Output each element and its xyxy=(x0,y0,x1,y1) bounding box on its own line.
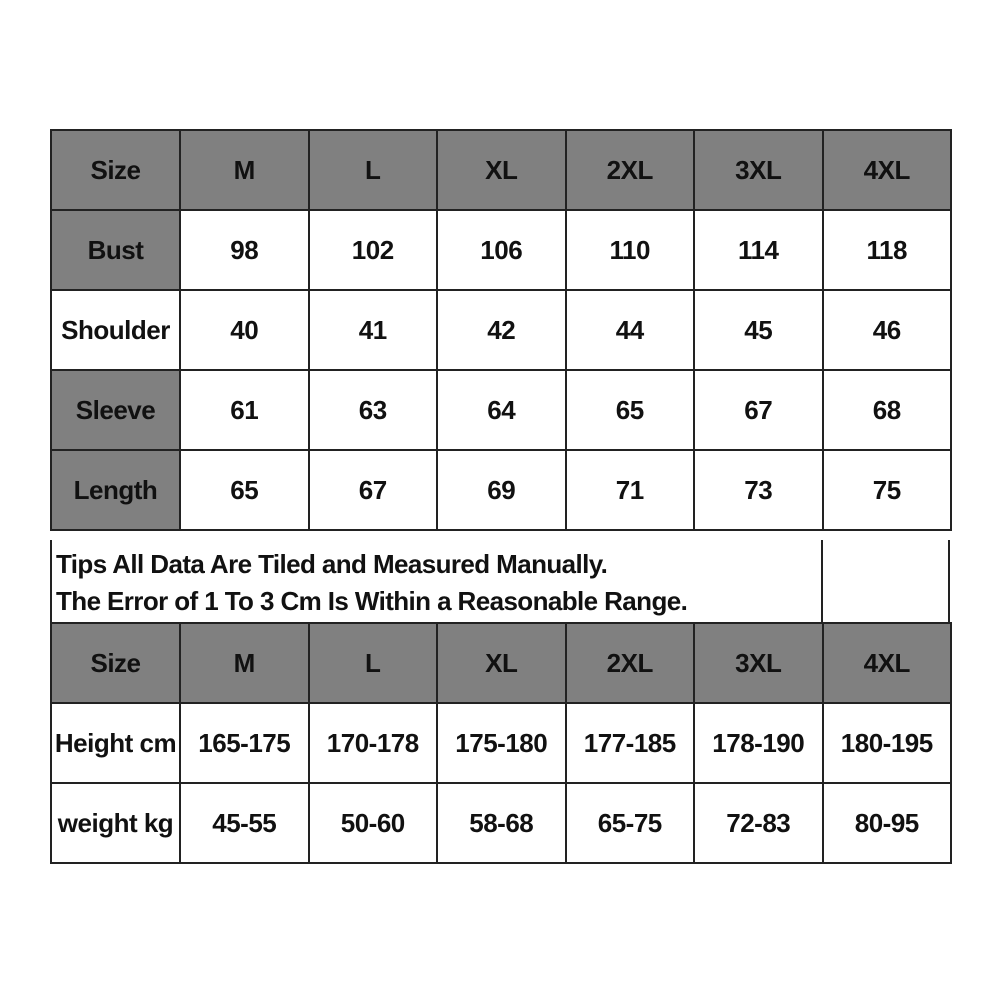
table-cell: 98 xyxy=(180,210,309,290)
table-cell: 175-180 xyxy=(437,703,566,783)
table-cell: 180-195 xyxy=(823,703,952,783)
header-size-l: L xyxy=(309,623,438,703)
row-label-length: Length xyxy=(51,450,180,530)
header-size-4xl: 4XL xyxy=(823,130,952,210)
table-cell: 118 xyxy=(823,210,952,290)
header-size-3xl: 3XL xyxy=(694,623,823,703)
table-cell: 165-175 xyxy=(180,703,309,783)
header-size-2xl: 2XL xyxy=(566,623,695,703)
table-cell: 178-190 xyxy=(694,703,823,783)
table-cell: 106 xyxy=(437,210,566,290)
table-cell: 44 xyxy=(566,290,695,370)
table-cell: 68 xyxy=(823,370,952,450)
table-cell: 50-60 xyxy=(309,783,438,863)
row-label-sleeve: Sleeve xyxy=(51,370,180,450)
table-row xyxy=(51,210,951,290)
table-cell: 110 xyxy=(566,210,695,290)
table-cell: 177-185 xyxy=(566,703,695,783)
table-cell: 71 xyxy=(566,450,695,530)
table-cell: 170-178 xyxy=(309,703,438,783)
table-cell: 46 xyxy=(823,290,952,370)
header-size-m: M xyxy=(180,130,309,210)
table-cell: 72-83 xyxy=(694,783,823,863)
table-cell: 73 xyxy=(694,450,823,530)
table-row xyxy=(51,450,951,530)
header-size-m: M xyxy=(180,623,309,703)
table-cell: 58-68 xyxy=(437,783,566,863)
header-size-l: L xyxy=(309,130,438,210)
tips-line-1: Tips All Data Are Tiled and Measured Manually. xyxy=(56,549,608,579)
tips-divider xyxy=(821,540,823,622)
table-cell: 69 xyxy=(437,450,566,530)
table-cell: 102 xyxy=(309,210,438,290)
table-cell: 63 xyxy=(309,370,438,450)
row-label-height: Height cm xyxy=(51,703,180,783)
table-cell: 67 xyxy=(694,370,823,450)
size-chart xyxy=(50,129,950,871)
table-row xyxy=(51,370,951,450)
header-size-4xl: 4XL xyxy=(823,623,952,703)
header-size-3xl: 3XL xyxy=(694,130,823,210)
row-label-bust: Bust xyxy=(51,210,180,290)
header-size-2xl: 2XL xyxy=(566,130,695,210)
table-row xyxy=(51,290,951,370)
table-cell: 80-95 xyxy=(823,783,952,863)
table-cell: 65 xyxy=(566,370,695,450)
table-cell: 45 xyxy=(694,290,823,370)
tips-box xyxy=(50,540,950,622)
row-label-shoulder: Shoulder xyxy=(51,290,180,370)
measurement-header-row xyxy=(51,130,951,210)
table-cell: 75 xyxy=(823,450,952,530)
fit-table xyxy=(50,622,952,864)
table-row xyxy=(51,703,951,783)
table-cell: 114 xyxy=(694,210,823,290)
table-cell: 65-75 xyxy=(566,783,695,863)
tips-line-2: The Error of 1 To 3 Cm Is Within a Reasonable Range. xyxy=(56,586,688,616)
row-label-weight: weight kg xyxy=(51,783,180,863)
table-cell: 45-55 xyxy=(180,783,309,863)
fit-header-row xyxy=(51,623,951,703)
table-cell: 65 xyxy=(180,450,309,530)
header-size-xl: XL xyxy=(437,130,566,210)
table-cell: 41 xyxy=(309,290,438,370)
table-cell: 42 xyxy=(437,290,566,370)
header-size-xl: XL xyxy=(437,623,566,703)
table-cell: 64 xyxy=(437,370,566,450)
header-size-label: Size xyxy=(51,623,180,703)
header-size-label: Size xyxy=(51,130,180,210)
measurement-table xyxy=(50,129,952,531)
table-cell: 40 xyxy=(180,290,309,370)
table-cell: 67 xyxy=(309,450,438,530)
tips-text xyxy=(56,546,687,620)
table-row xyxy=(51,783,951,863)
table-cell: 61 xyxy=(180,370,309,450)
